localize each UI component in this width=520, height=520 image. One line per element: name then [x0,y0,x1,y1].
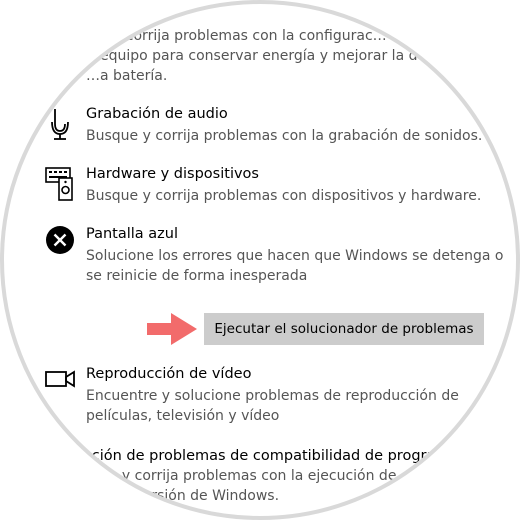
partial-desc-line: …ue y corrija problemas con la ejecución de… [86,468,411,484]
item-title: Reproducción de vídeo [86,366,252,382]
troubleshooter-item-audio-recording[interactable] [42,106,520,150]
troubleshooter-item-blue-screen[interactable] [42,226,520,290]
partial-desc-line: …e y corrija problemas con la configurac… [86,28,387,44]
item-title: Grabación de audio [86,106,228,122]
partial-desc-line: …esta versión de Windows. [86,488,280,504]
partial-desc-line: …a batería. [86,68,168,84]
run-troubleshooter-button[interactable]: Ejecutar el solucionador de problemas [204,313,484,345]
item-title: Hardware y dispositivos [86,166,259,182]
partial-desc-line: …equipo para conservar energía y mejorar la du… [86,48,441,64]
item-description: Busque y corrija problemas con dispositivos y hardware. [86,188,482,204]
item-description: Busque y corrija problemas con la grabación de sonidos. [86,128,483,144]
item-description: películas, televisión y vídeo [86,408,280,424]
item-description: Solucione los errores que hacen que Windows se detenga o [86,248,504,264]
item-description: se reinicie de forma inesperada [86,268,308,284]
troubleshooter-item-hardware[interactable] [42,166,520,210]
video-camera-icon [42,366,78,402]
hardware-icon [42,166,78,202]
error-x-icon [42,226,78,262]
item-title: Pantalla azul [86,226,179,242]
arrow-right-icon [147,313,197,345]
partial-item-title: …lución de problemas de compatibilidad de progra… [64,448,450,464]
troubleshooter-item-video-playback[interactable] [42,366,520,430]
microphone-icon [42,106,78,142]
item-description: Encuentre y solucione problemas de reproducción de [86,388,459,404]
